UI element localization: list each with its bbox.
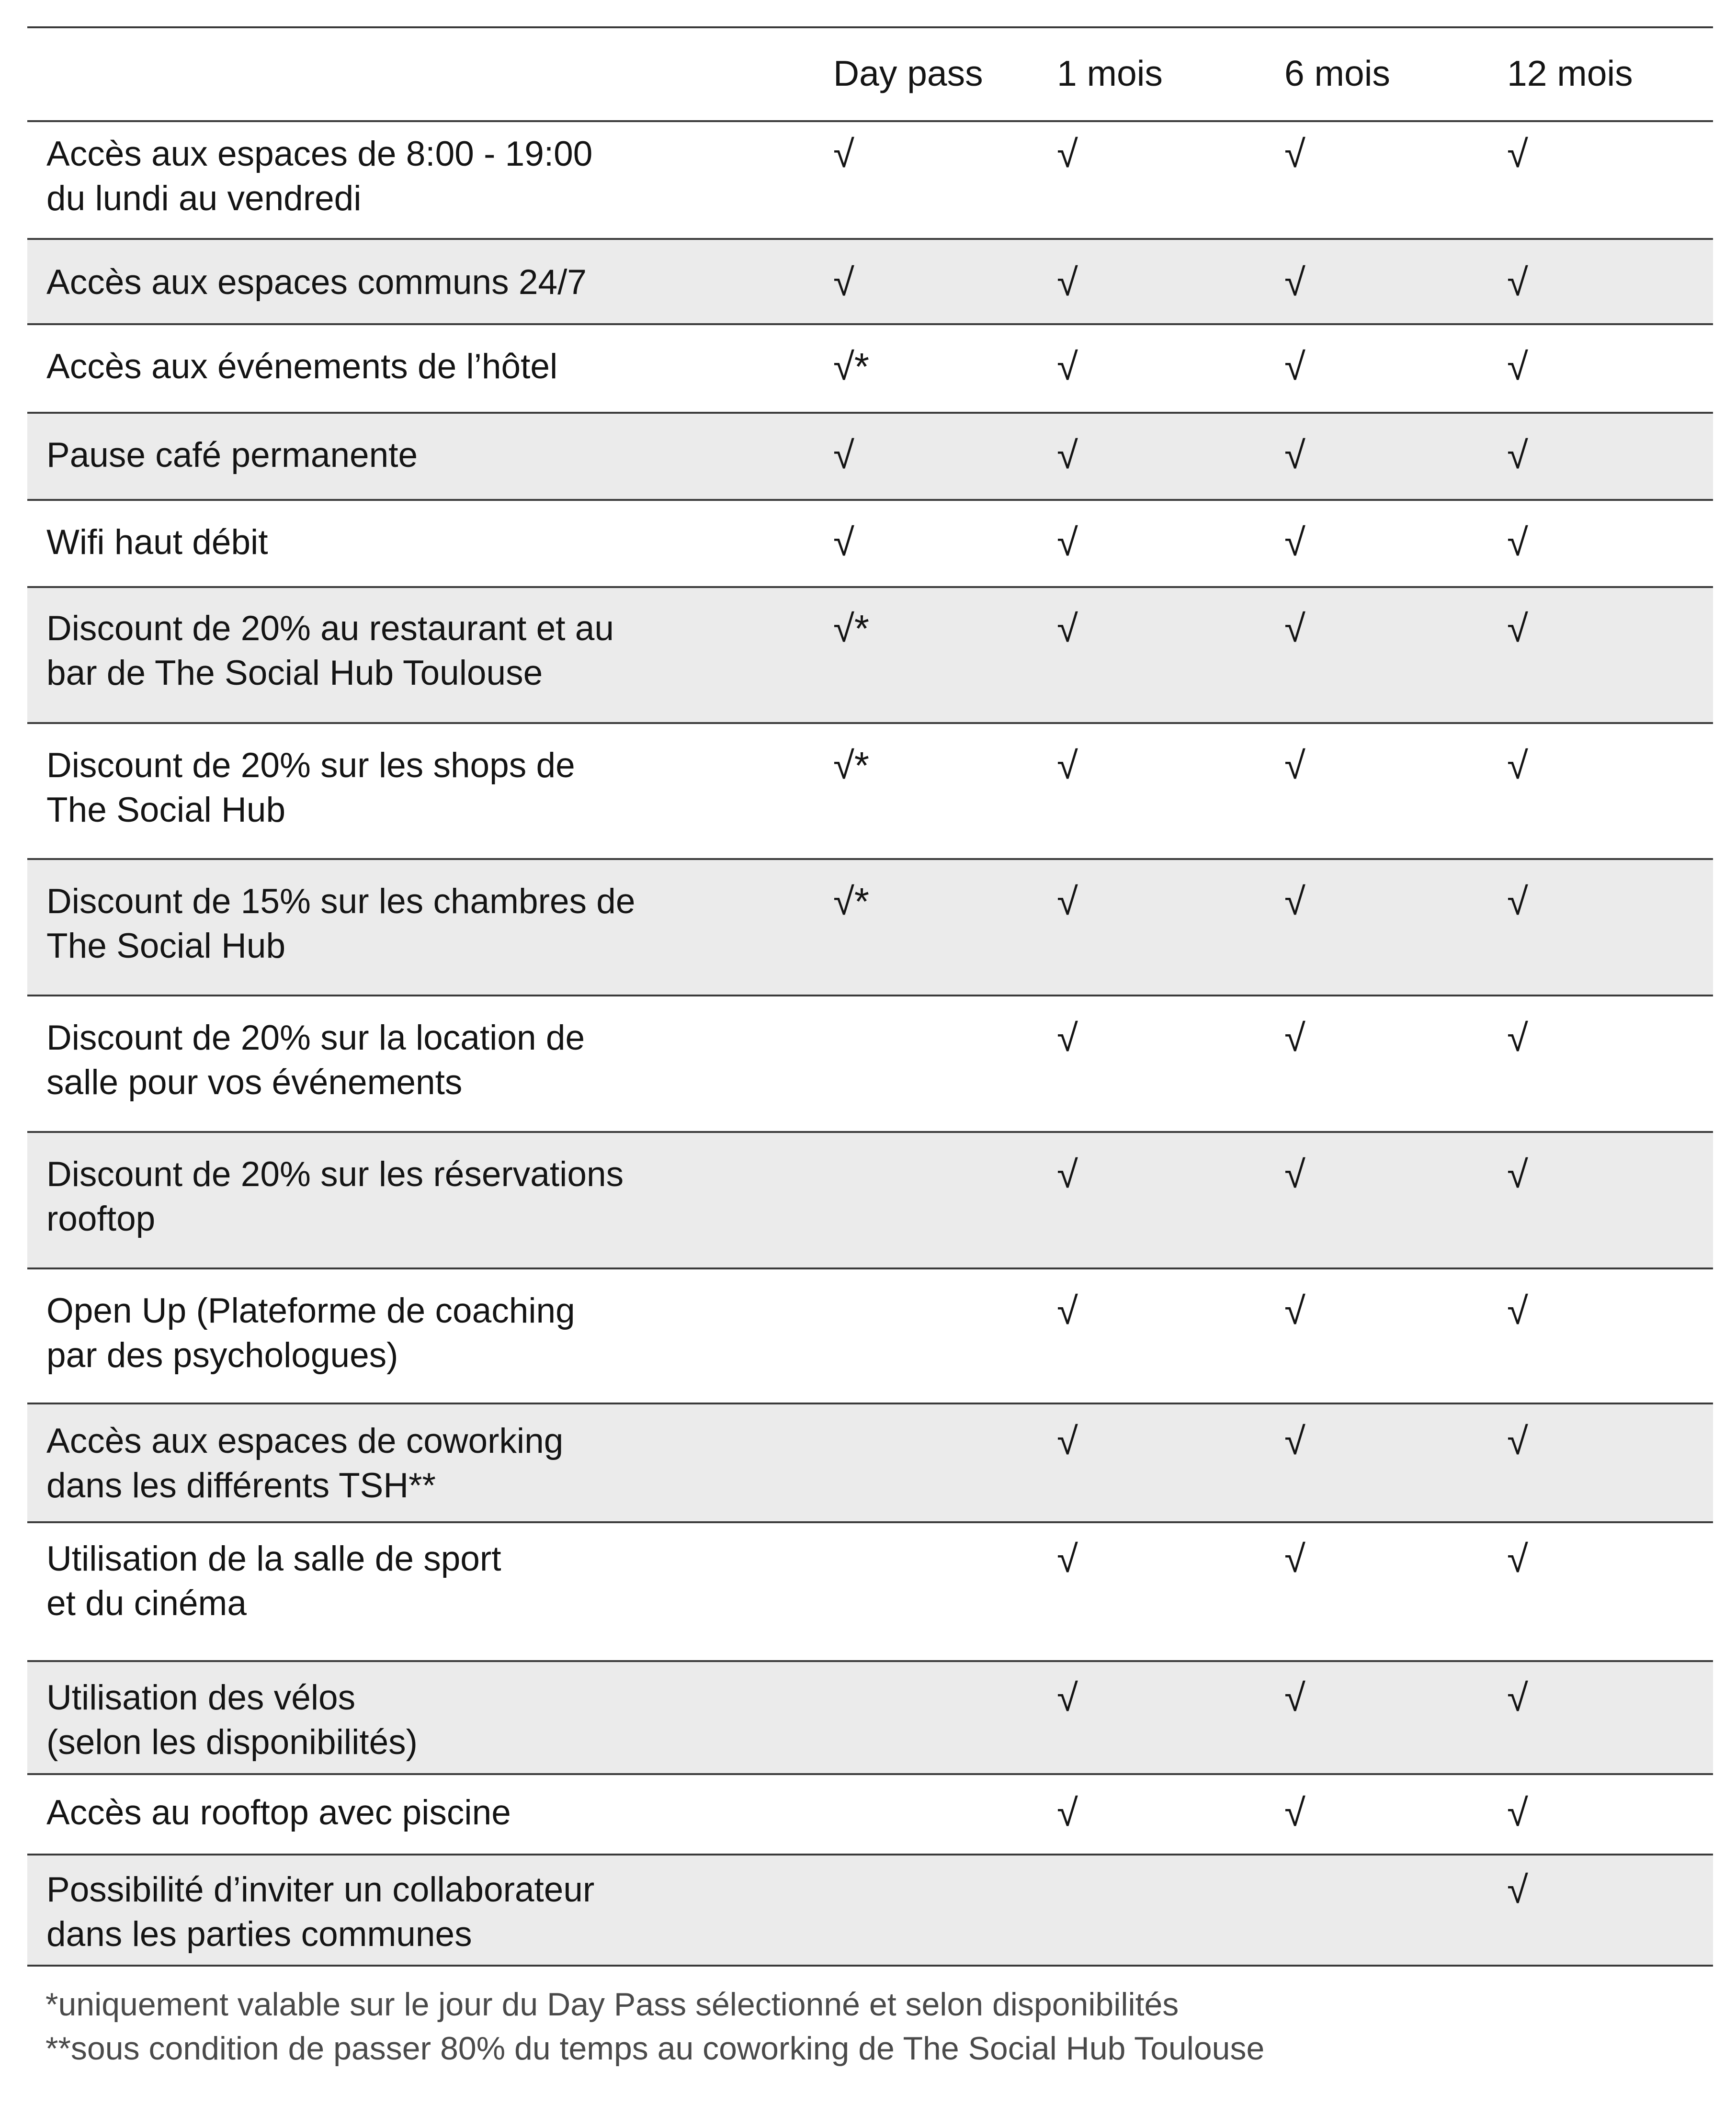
- table-row: [27, 325, 1713, 414]
- check-12-mois: √: [1507, 880, 1528, 923]
- table-row: [27, 1855, 1713, 1967]
- check-12-mois: √: [1507, 1290, 1528, 1332]
- check-6-mois: √: [1284, 1676, 1305, 1719]
- feature-label: Accès aux espaces de coworking dans les différents TSH**: [46, 1422, 564, 1505]
- check-6-mois: √: [1284, 345, 1305, 388]
- feature-label: Accès aux espaces communs 24/7: [46, 263, 587, 302]
- feature-label: Pause café permanente: [46, 436, 418, 475]
- check-12-mois: √: [1507, 521, 1528, 564]
- check-day-pass: √*: [833, 607, 870, 650]
- table-row: [27, 240, 1713, 325]
- check-6-mois: √: [1284, 261, 1305, 304]
- table-row: [27, 1133, 1713, 1269]
- check-1-mois: √: [1057, 1538, 1078, 1580]
- check-6-mois: √: [1284, 744, 1305, 787]
- table-row: [27, 1404, 1713, 1523]
- feature-label: Open Up (Plateforme de coaching par des psychologues): [46, 1291, 575, 1375]
- check-1-mois: √: [1057, 261, 1078, 304]
- check-6-mois: √: [1284, 1538, 1305, 1580]
- check-day-pass: √: [833, 434, 854, 476]
- check-1-mois: √: [1057, 434, 1078, 476]
- check-6-mois: √: [1284, 1017, 1305, 1059]
- check-12-mois: √: [1507, 607, 1528, 650]
- check-6-mois: √: [1284, 133, 1305, 175]
- feature-label: Accès aux événements de l’hôtel: [46, 347, 558, 386]
- check-12-mois: √: [1507, 261, 1528, 304]
- check-1-mois: √: [1057, 607, 1078, 650]
- check-1-mois: √: [1057, 1676, 1078, 1719]
- feature-label: Accès au rooftop avec piscine: [46, 1793, 511, 1832]
- table-row: [27, 996, 1713, 1133]
- check-6-mois: √: [1284, 1791, 1305, 1834]
- check-6-mois: √: [1284, 880, 1305, 923]
- check-day-pass: √*: [833, 880, 870, 923]
- header-6-mois: 6 mois: [1284, 53, 1390, 93]
- feature-label: Discount de 20% sur les shops de The Social Hub: [46, 746, 575, 829]
- table-row: [27, 1662, 1713, 1775]
- check-6-mois: √: [1284, 1153, 1305, 1196]
- feature-label: Possibilité d’inviter un collaborateur dans les parties communes: [46, 1870, 595, 1954]
- footnote-single-asterisk: *uniquement valable sur le jour du Day Pass sélectionné et selon disponibilités: [45, 1986, 1179, 2023]
- table-row: [27, 501, 1713, 588]
- check-6-mois: √: [1284, 1290, 1305, 1332]
- check-day-pass: √: [833, 521, 854, 564]
- feature-label: Wifi haut débit: [46, 523, 268, 562]
- table-row: [27, 1775, 1713, 1855]
- check-1-mois: √: [1057, 744, 1078, 787]
- check-12-mois: √: [1507, 434, 1528, 476]
- check-1-mois: √: [1057, 1791, 1078, 1834]
- check-6-mois: √: [1284, 607, 1305, 650]
- check-6-mois: √: [1284, 521, 1305, 564]
- check-1-mois: √: [1057, 1017, 1078, 1059]
- check-12-mois: √: [1507, 345, 1528, 388]
- check-12-mois: √: [1507, 133, 1528, 175]
- check-1-mois: √: [1057, 1420, 1078, 1462]
- check-1-mois: √: [1057, 1153, 1078, 1196]
- check-6-mois: √: [1284, 434, 1305, 476]
- membership-comparison-table: [27, 26, 1713, 1967]
- table-row: [27, 1523, 1713, 1662]
- table-row: [27, 414, 1713, 501]
- check-1-mois: √: [1057, 880, 1078, 923]
- check-1-mois: √: [1057, 345, 1078, 388]
- check-12-mois: √: [1507, 1676, 1528, 1719]
- footnotes: [45, 1982, 1698, 2070]
- table-row: [27, 588, 1713, 724]
- feature-label: Discount de 15% sur les chambres de The Social Hub: [46, 882, 635, 965]
- check-12-mois: √: [1507, 1017, 1528, 1059]
- header-1-mois: 1 mois: [1057, 53, 1163, 93]
- footnote-double-asterisk: **sous condition de passer 80% du temps au coworking de The Social Hub Toulouse: [45, 2030, 1265, 2067]
- table-header-row: [27, 28, 1713, 122]
- feature-label: Discount de 20% au restaurant et au bar de The Social Hub Toulouse: [46, 609, 614, 692]
- feature-label: Utilisation de la salle de sport et du cinéma: [46, 1539, 501, 1623]
- check-12-mois: √: [1507, 1791, 1528, 1834]
- table-row: [27, 1269, 1713, 1404]
- feature-label: Discount de 20% sur la location de salle pour vos événements: [46, 1018, 585, 1102]
- table-row: [27, 860, 1713, 996]
- feature-label: Accès aux espaces de 8:00 - 19:00 du lundi au vendredi: [46, 135, 593, 218]
- check-12-mois: √: [1507, 1868, 1528, 1911]
- header-day-pass: Day pass: [833, 53, 983, 93]
- table-row: [27, 724, 1713, 860]
- feature-label: Utilisation des vélos (selon les disponibilités): [46, 1678, 418, 1762]
- check-1-mois: √: [1057, 1290, 1078, 1332]
- check-1-mois: √: [1057, 133, 1078, 175]
- table-row: [27, 122, 1713, 240]
- check-day-pass: √*: [833, 345, 870, 388]
- check-12-mois: √: [1507, 744, 1528, 787]
- check-1-mois: √: [1057, 521, 1078, 564]
- check-day-pass: √: [833, 261, 854, 304]
- check-6-mois: √: [1284, 1420, 1305, 1462]
- feature-label: Discount de 20% sur les réservations rooftop: [46, 1155, 624, 1238]
- check-12-mois: √: [1507, 1538, 1528, 1580]
- header-12-mois: 12 mois: [1507, 53, 1633, 93]
- check-day-pass: √*: [833, 744, 870, 787]
- check-12-mois: √: [1507, 1420, 1528, 1462]
- check-12-mois: √: [1507, 1153, 1528, 1196]
- check-day-pass: √: [833, 133, 854, 175]
